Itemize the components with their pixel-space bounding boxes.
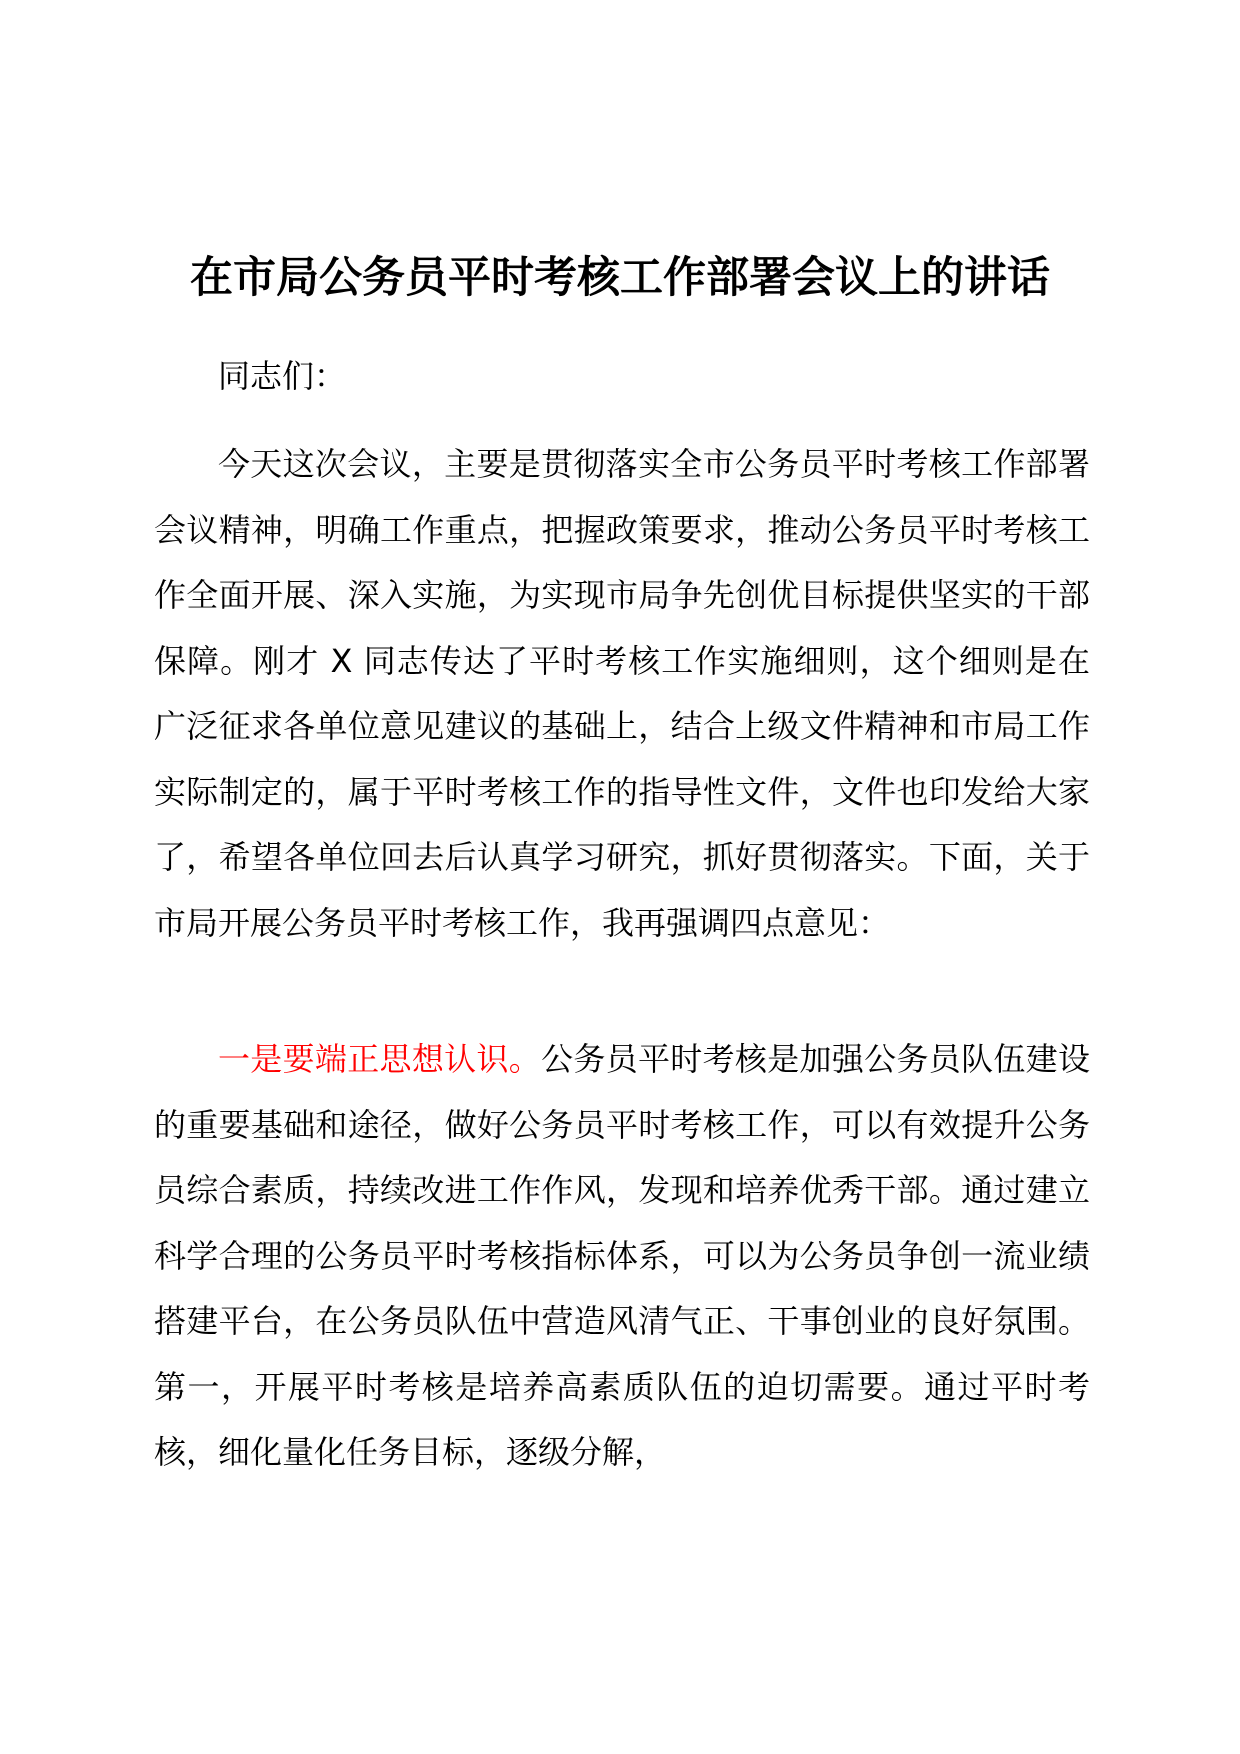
point-one-paragraph [154,1027,1090,1486]
point-one-body: 公务员平时考核是加强公务员队伍建设的重要基础和途径，做好公务员平时考核工作，可以有效提升公务员综合素质，持续改进工作作风，发现和培养优秀干部。通过建立科学合理的公务员平时考核指标体系，可以为公务员争创一流业绩搭建平台，在公务员队伍中营造风清气正、干事创业的良好氛围。第一，开展平时考核是培养高素质队伍的迫切需要。通过平时考核，细化量化任务目标，逐级分解， [154,1040,1090,1471]
intro-paragraph: 今天这次会议，主要是贯彻落实全市公务员平时考核工作部署会议精神，明确工作重点，把握政策要求，推动公务员平时考核工作全面开展、深入实施，为实现市局争先创优目标提供坚实的干部保障。刚才 X 同志传达了平时考核工作实施细则，这个细则是在广泛征求各单位意见建议的基础上，结合上级文件精神和市局工作实际制定的，属于平时考核工作的指导性文件，文件也印发给大家了，希望各单位回去后认真学习研究，抓好贯彻落实。下面，关于市局开展公务员平时考核工作，我再强调四点意见： [154,445,1090,942]
greeting-paragraph: 同志们： [218,357,347,395]
point-one-heading: 一是要端正思想认识。 [218,1040,542,1078]
document-title: 在市局公务员平时考核工作部署会议上的讲话 [190,253,1050,303]
